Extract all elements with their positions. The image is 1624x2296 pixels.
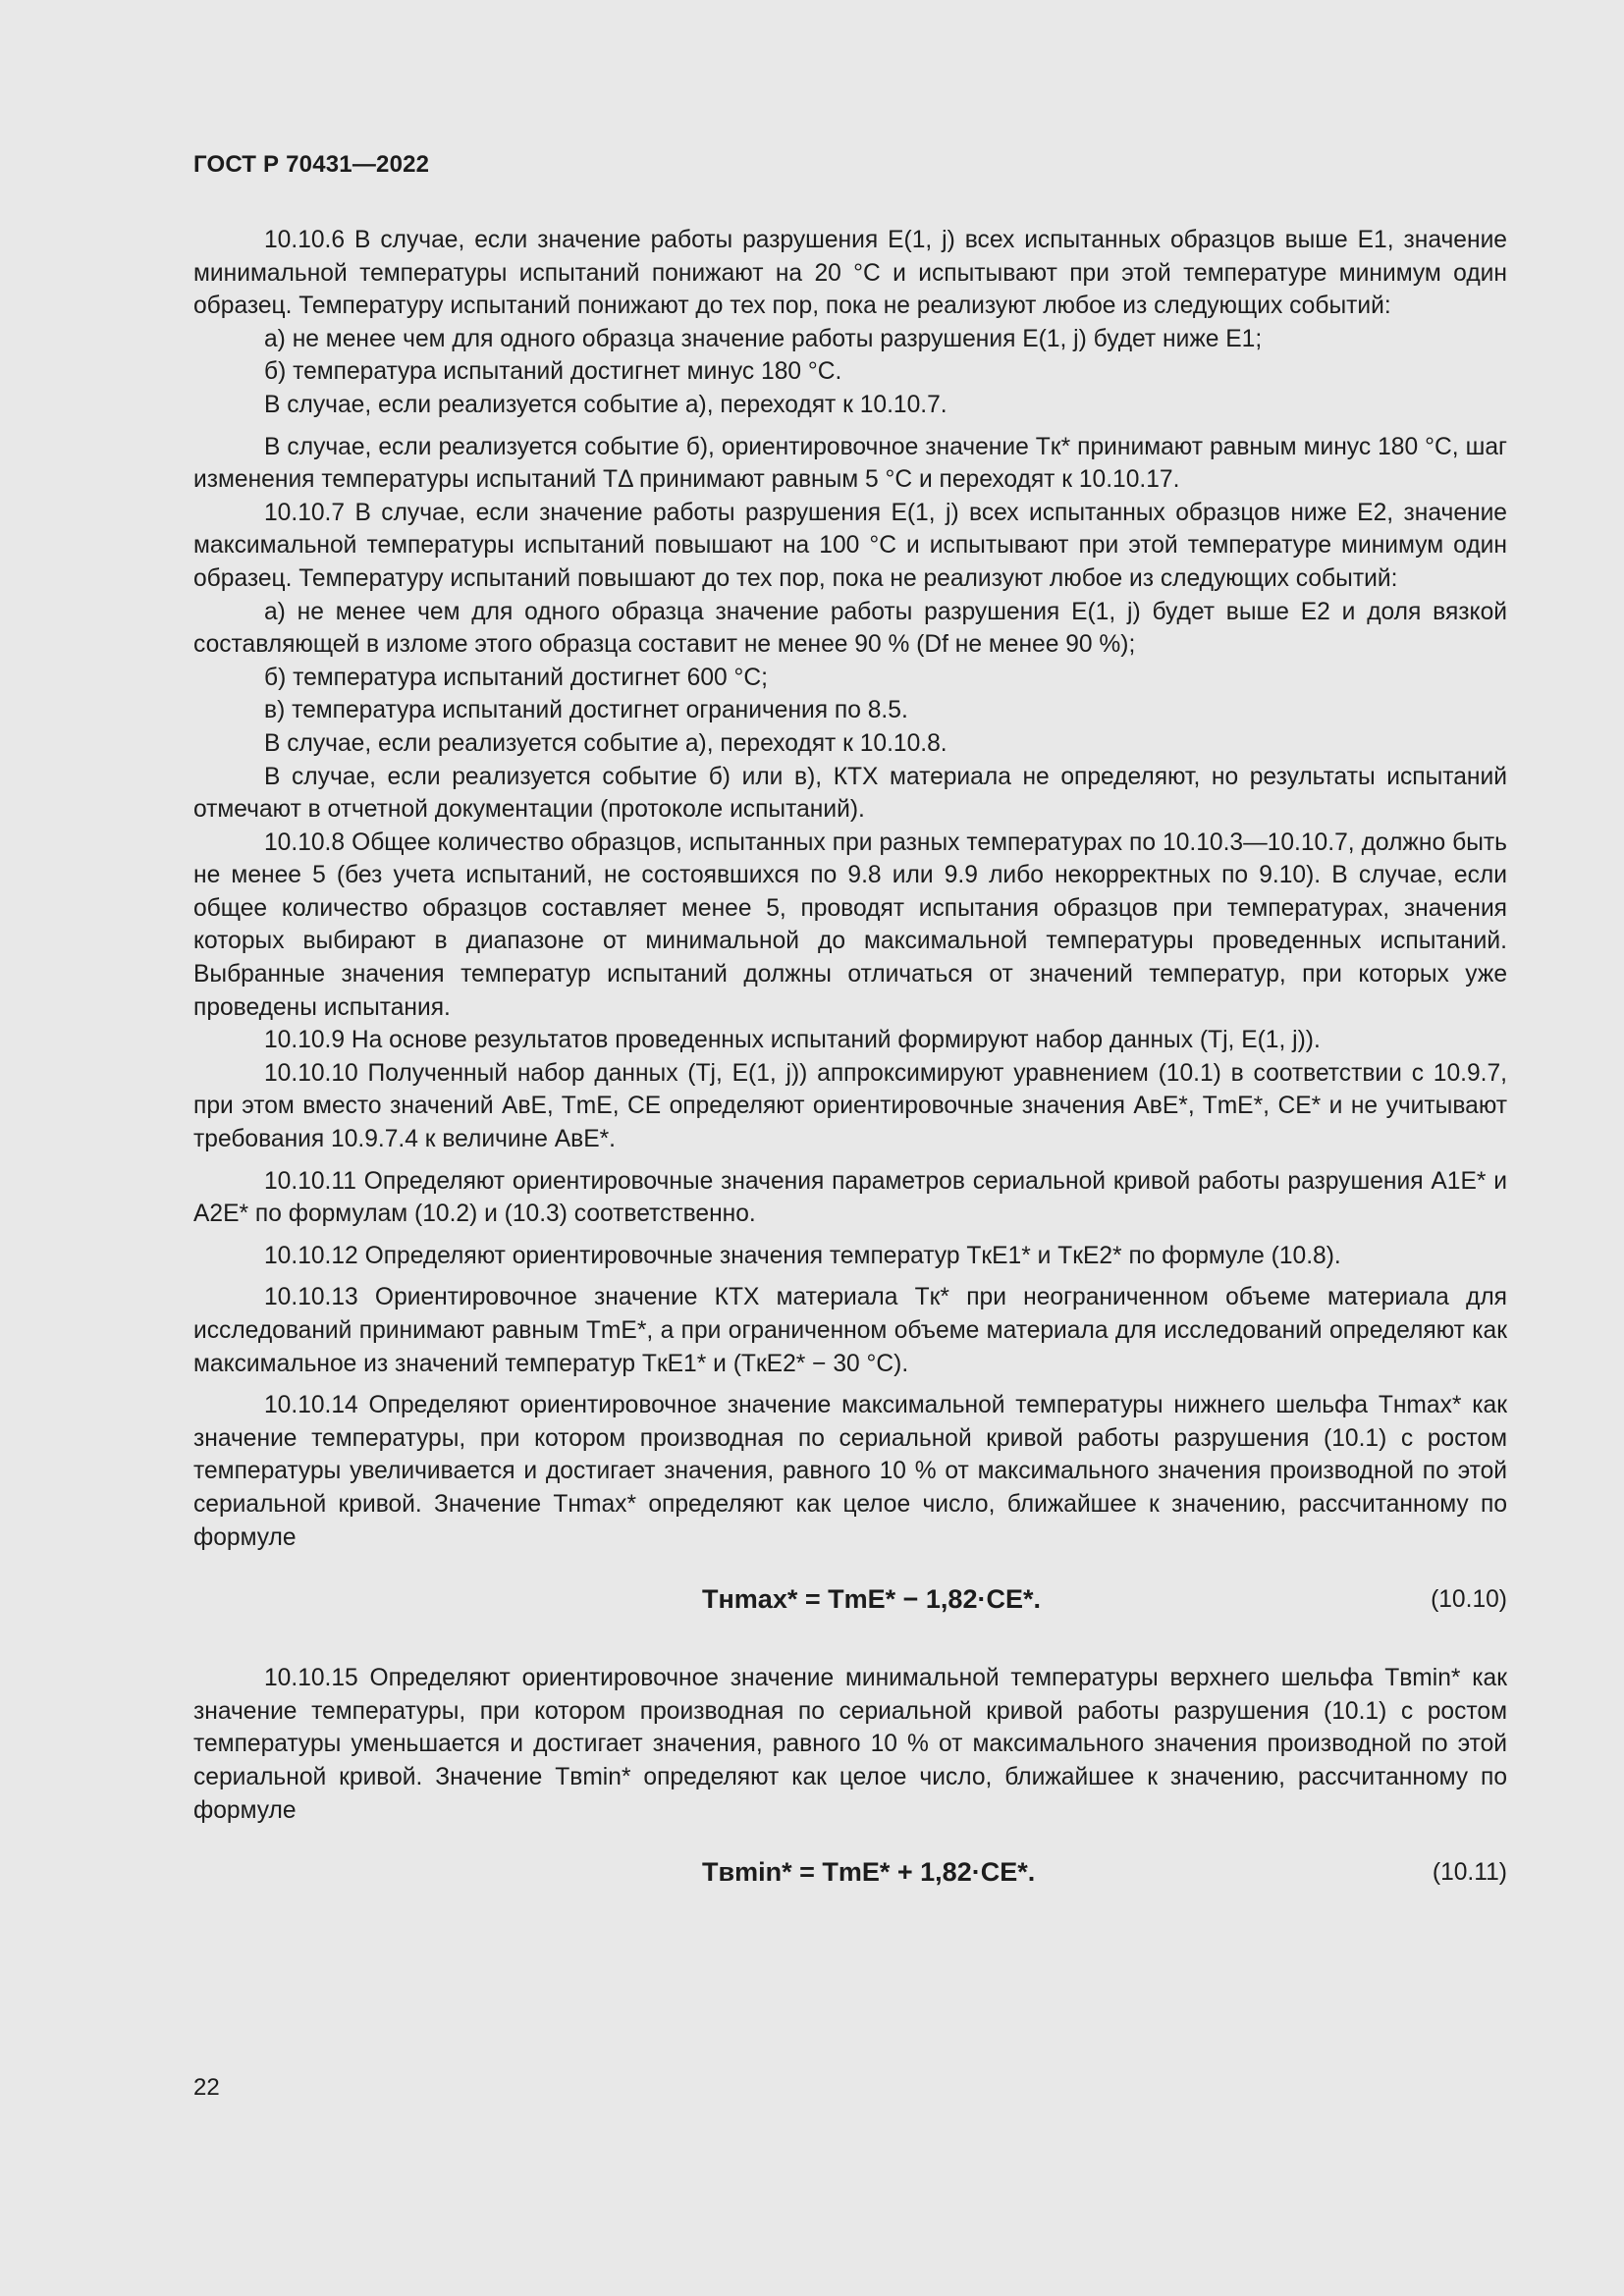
list-item-a: а) не менее чем для одного образца значение работы разрушения E(1, j) будет выше E2 и доля вязкой составляющей в изломе этого образца составит не менее 90 % (Df не менее 90 %); <box>193 598 1507 659</box>
formula-10-10 <box>193 1575 1507 1627</box>
page-number: 22 <box>193 2074 220 2101</box>
list-item-b: б) температура испытаний достигнет минус 180 °С. <box>264 358 842 386</box>
list-item-b: б) температура испытаний достигнет 600 °С; <box>264 664 768 691</box>
paragraph-10-10-8: 10.10.8 Общее количество образцов, испытанных при разных температурах по 10.10.3—10.10.7, должно быть не менее 5 (без учета испытаний, не состоявшихся по 9.8 или 9.9 либо некорректных по 9.10). В случае, если общее количество образцов составляет менее 5, проводят испытания образцов при температурах, значения которых выбирают в диапазоне от минимальной до максимальной температуры проведенных испытаний. Выбранные значения температур испытаний должны отличаться от значений температур, при которых уже проведены испытания. <box>193 828 1507 1021</box>
list-item-v: в) температура испытаний достигнет ограничения по 8.5. <box>264 697 908 724</box>
paragraph-10-10-10: 10.10.10 Полученный набор данных (Tj, E(1, j)) аппроксимируют уравнением (10.1) в соответствии с 10.9.7, при этом вместо значений AвE, TmE, CE определяют ориентировочные значения AвE*, TmE*, CE* и не учитывают требования 10.9.7.4 к величине AвE*. <box>193 1059 1507 1153</box>
formula-number: (10.10) <box>1431 1586 1507 1614</box>
paragraph-10-10-9: 10.10.9 На основе результатов проведенных испытаний формируют набор данных (Tj, E(1, j)). <box>264 1027 1321 1054</box>
paragraph-event-b-v: В случае, если реализуется событие б) или в), КТХ материала не определяют, но результаты испытаний отмечают в отчетной документации (протоколе испытаний). <box>193 763 1507 824</box>
paragraph-event-a: В случае, если реализуется событие а), переходят к 10.10.8. <box>264 729 947 757</box>
document-body <box>193 224 1507 1935</box>
document-header: ГОСТ Р 70431—2022 <box>193 151 430 178</box>
paragraph-10-10-15: 10.10.15 Определяют ориентировочное значение минимальной температуры верхнего шельфа Tвmin* как значение температуры, при котором производная по сериальной кривой работы разрушения (10.1) с ростом температуры уменьшается и достигает значения, равного 10 % от максимального значения производной по этой сериальной кривой. Значение Tвmin* определяют как целое число, ближайшее к значению, рассчитанному по формуле <box>193 1665 1507 1824</box>
paragraph-event-b: В случае, если реализуется событие б), ориентировочное значение Tк* принимают равным минус 180 °С, шаг изменения температуры испытаний TΔ принимают равным 5 °С и переходят к 10.10.17. <box>193 433 1507 494</box>
paragraph-event-a: В случае, если реализуется событие а), переходят к 10.10.7. <box>264 391 947 418</box>
paragraph-10-10-13: 10.10.13 Ориентировочное значение КТХ материала Tк* при неограниченном объеме материала для исследований принимают равным TmE*, а при ограниченном объеме материала для исследований определяют как максимальное из значений температур TкE1* и (TкE2* − 30 °С). <box>193 1284 1507 1377</box>
paragraph-10-10-7: 10.10.7 В случае, если значение работы разрушения E(1, j) всех испытанных образцов ниже E2, значение максимальной температуры испытаний повышают на 100 °С и испытывают при этой температуре минимум один образец. Температуру испытаний повышают до тех пор, пока не реализуют любое из следующих событий: <box>193 499 1507 592</box>
formula-10-11 <box>193 1848 1507 1899</box>
paragraph-10-10-11: 10.10.11 Определяют ориентировочные значения параметров сериальной кривой работы разрушения A1E* и A2E* по формулам (10.2) и (10.3) соответственно. <box>193 1167 1507 1228</box>
paragraph-10-10-14: 10.10.14 Определяют ориентировочное значение максимальной температуры нижнего шельфа Tнmax* как значение температуры, при котором производная по сериальной кривой работы разрушения (10.1) с ростом температуры увеличивается и достигает значения, равного 10 % от максимального значения производной по этой сериальной кривой. Значение Tнmax* определяют как целое число, ближайшее к значению, рассчитанному по формуле <box>193 1392 1507 1551</box>
paragraph-10-10-6: 10.10.6 В случае, если значение работы разрушения E(1, j) всех испытанных образцов выше E1, значение минимальной температуры испытаний понижают на 20 °С и испытывают при этой температуре минимум один образец. Температуру испытаний понижают до тех пор, пока не реализуют любое из следующих событий: <box>193 227 1507 320</box>
formula-number: (10.11) <box>1432 1859 1507 1887</box>
formula-expression: Tнmax* = TmE* − 1,82·CE*. <box>702 1584 1041 1615</box>
formula-expression: Tвmin* = TmE* + 1,82·CE*. <box>702 1857 1036 1888</box>
paragraph-10-10-12: 10.10.12 Определяют ориентировочные значения температур TкE1* и TкE2* по формуле (10.8). <box>264 1242 1341 1269</box>
list-item-a: а) не менее чем для одного образца значение работы разрушения E(1, j) будет ниже E1; <box>264 325 1263 352</box>
